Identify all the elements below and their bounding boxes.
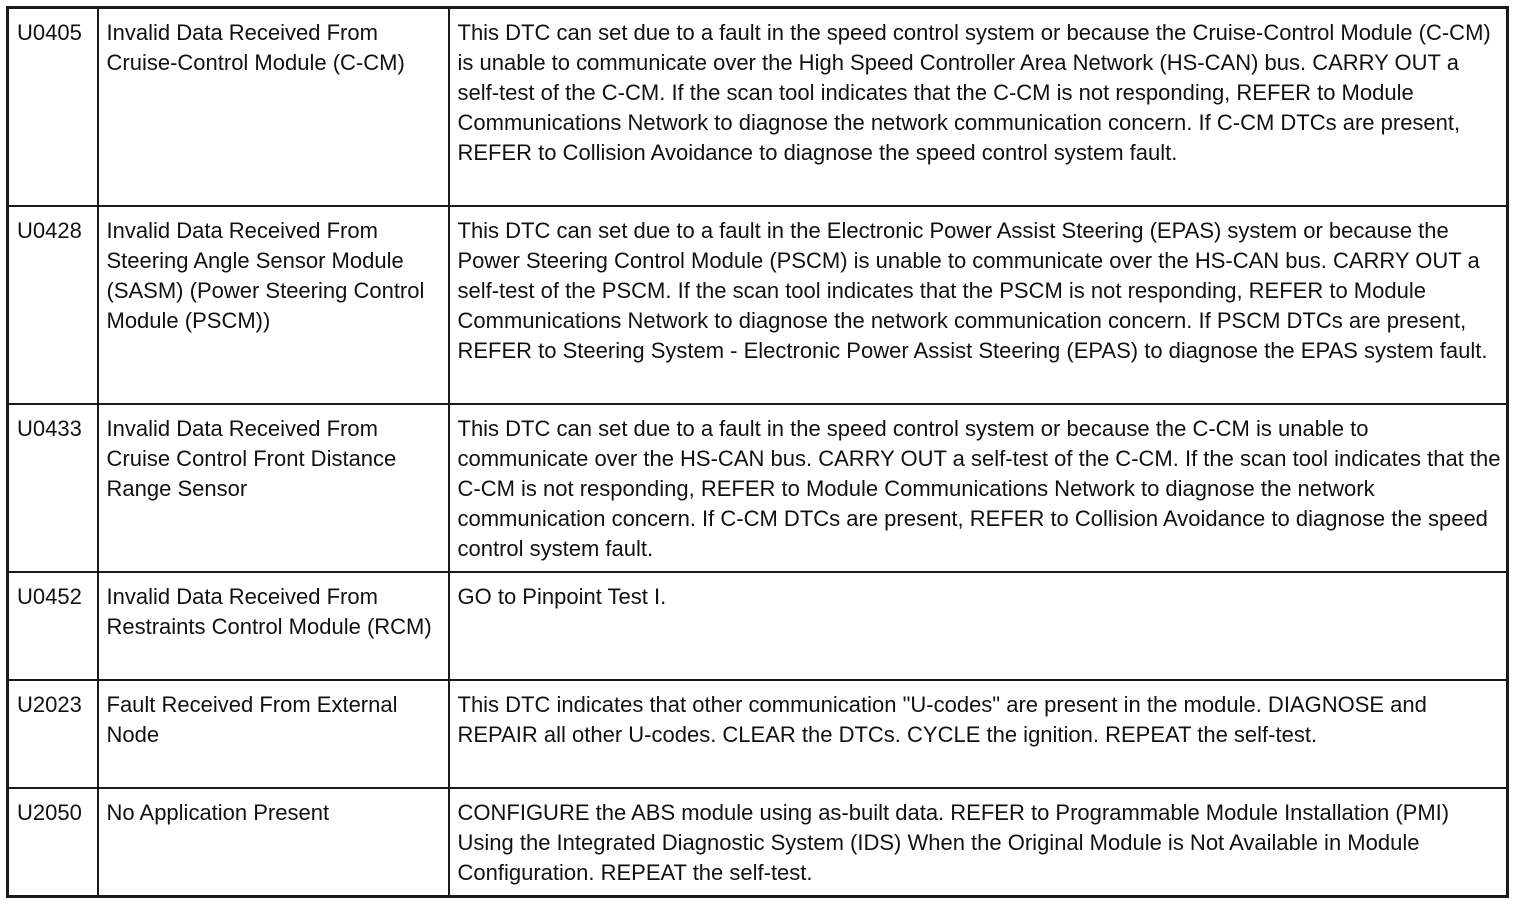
table-row <box>8 680 1508 788</box>
dtc-code: U0433 <box>8 404 98 572</box>
dtc-description: Invalid Data Received From Cruise-Control Module (C-CM) <box>98 8 449 206</box>
table-row <box>8 404 1508 572</box>
dtc-code: U0452 <box>8 572 98 680</box>
dtc-action: This DTC can set due to a fault in the speed control system or because the Cruise-Control Module (C-CM) is unable to communicate over the High Speed Controller Area Network (HS-CAN) bus. CARRY OUT a self-test of the C-CM. If the scan tool indicates that the C-CM is not responding, REFER to Module Communications Network to diagnose the network communication concern. If C-CM DTCs are present, REFER to Collision Avoidance to diagnose the speed control system fault. <box>449 8 1508 206</box>
dtc-description: Invalid Data Received From Steering Angle Sensor Module (SASM) (Power Steering Control Module (PSCM)) <box>98 206 449 404</box>
dtc-action: This DTC indicates that other communication "U-codes" are present in the module. DIAGNOSE and REPAIR all other U-codes. CLEAR the DTCs. CYCLE the ignition. REPEAT the self-test. <box>449 680 1508 788</box>
table-row <box>8 572 1508 680</box>
table-row <box>8 206 1508 404</box>
dtc-action: This DTC can set due to a fault in the speed control system or because the C-CM is unable to communicate over the HS-CAN bus. CARRY OUT a self-test of the C-CM. If the scan tool indicates that the C-CM is not responding, REFER to Module Communications Network to diagnose the network communication concern. If C-CM DTCs are present, REFER to Collision Avoidance to diagnose the speed control system fault. <box>449 404 1508 572</box>
dtc-description: Invalid Data Received From Restraints Control Module (RCM) <box>98 572 449 680</box>
dtc-action: GO to Pinpoint Test I. <box>449 572 1508 680</box>
dtc-code: U2023 <box>8 680 98 788</box>
dtc-action: CONFIGURE the ABS module using as-built data. REFER to Programmable Module Installation (PMI) Using the Integrated Diagnostic System (IDS) When the Original Module is Not Available in Module Configuration. REPEAT the self-test. <box>449 788 1508 897</box>
dtc-table <box>6 6 1509 898</box>
dtc-code: U0405 <box>8 8 98 206</box>
dtc-description: Invalid Data Received From Cruise Control Front Distance Range Sensor <box>98 404 449 572</box>
table-row <box>8 8 1508 206</box>
dtc-action: This DTC can set due to a fault in the Electronic Power Assist Steering (EPAS) system or because the Power Steering Control Module (PSCM) is unable to communicate over the HS-CAN bus. CARRY OUT a self-test of the PSCM. If the scan tool indicates that the PSCM is not responding, REFER to Module Communications Network to diagnose the network communication concern. If PSCM DTCs are present, REFER to Steering System - Electronic Power Assist Steering (EPAS) to diagnose the EPAS system fault. <box>449 206 1508 404</box>
dtc-code: U0428 <box>8 206 98 404</box>
dtc-table-body <box>8 8 1508 897</box>
table-row <box>8 788 1508 897</box>
dtc-code: U2050 <box>8 788 98 897</box>
dtc-description: Fault Received From External Node <box>98 680 449 788</box>
dtc-description: No Application Present <box>98 788 449 897</box>
